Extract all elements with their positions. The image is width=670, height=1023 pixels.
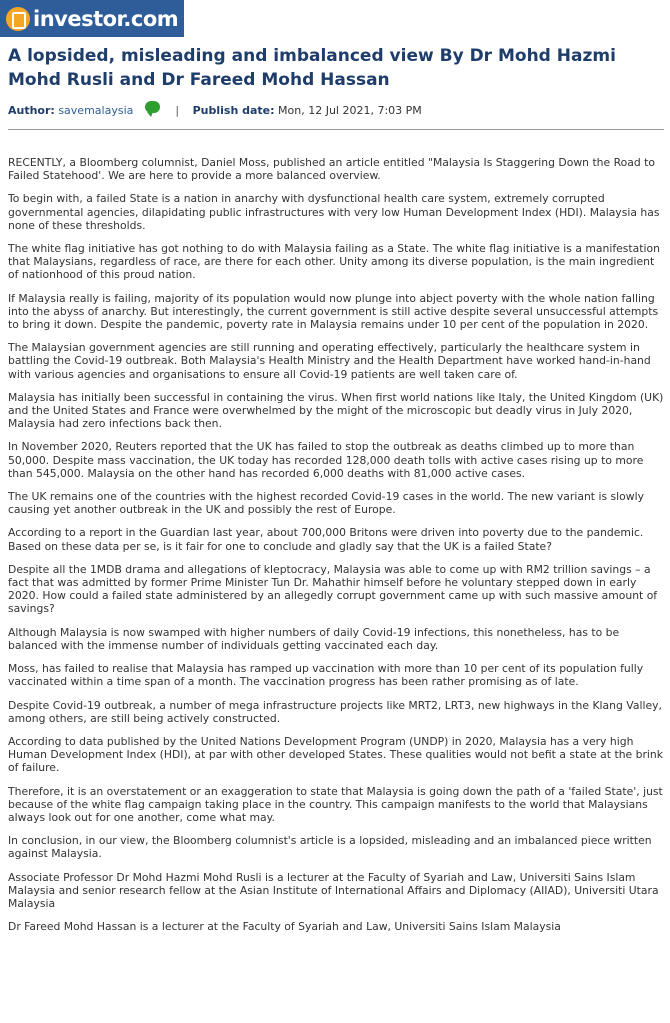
publish-date-label: Publish date:: [192, 104, 275, 117]
article-paragraph: Although Malaysia is now swamped with higher numbers of daily Covid-19 infections, this nonetheless, has to be balanced with the immense number of individuals getting vaccinated each day.: [8, 625, 620, 652]
article-title: A lopsided, misleading and imbalanced view By Dr Mohd Hazmi Mohd Rusli and Dr Fareed Mohd Hassan: [8, 46, 616, 90]
publish-date: Mon, 12 Jul 2021, 7:03 PM: [278, 104, 422, 117]
meta-separator: |: [175, 104, 180, 117]
header-divider: [8, 129, 664, 130]
article-paragraph: Malaysia has initially been successful in containing the virus. When first world nations like Italy, the United Kingdom (UK) and the United States and France were overwhelmed by the might of the microscopic but deadly virus in July 2020, Malaysia had zero infections back then.: [8, 390, 664, 431]
article-paragraph: According to a report in the Guardian last year, about 700,000 Britons were driven into poverty due to the pandemic. Based on these data per se, is it fair for one to conclude and gladly say that the UK is a failed State?: [8, 526, 644, 553]
article-paragraph: In November 2020, Reuters reported that the UK has failed to stop the outbreak as deaths climbed up to more than 50,000. Despite mass vaccination, the UK today has recorded 128,000 death tolls with active cases rising up to more than 545,000. Malaysia on the other hand has recorded 6,000 deaths with 81,000 active cases.: [8, 440, 644, 480]
i3investor-logo-icon: [6, 7, 30, 31]
article-paragraph: In conclusion, in our view, the Bloomberg columnist's article is a lopsided, misleading and an imbalanced piece written against Malaysia.: [8, 834, 652, 861]
article-body: [8, 156, 664, 943]
article-paragraph: If Malaysia really is failing, majority of its population would now plunge into abject poverty with the whole nation falling into the abyss of anarchy. But interestingly, the current government is still active despite several unsuccessful attempts to bring it down. Despite the pandemic, poverty rate in Malaysia remains under 10 per cent of the population in 2020.: [8, 291, 659, 332]
article-meta: [8, 101, 664, 117]
author-label: Author:: [8, 104, 55, 117]
logo-text: investor.com: [33, 6, 179, 31]
article-paragraph: The white flag initiative has got nothing to do with Malaysia failing as a State. The white flag initiative is a manifestation that Malaysians, regardless of race, are there for each other. Unity among its diverse population, is the main ingredient of nationhood of this proud nation.: [8, 242, 660, 282]
article-paragraph: The Malaysian government agencies are still running and operating effectively, particularly the healthcare system in battling the Covid-19 outbreak. Both Malaysia's Health Ministry and the Health Department have worked hand-in-hand with various agencies and organisations to ensure all Covid-19 patients are well taken care of.: [8, 341, 651, 381]
article-paragraph: RECENTLY, a Bloomberg columnist, Daniel Moss, published an article entitled "Malaysia Is Staggering Down the Road to Failed Statehood'. We are here to provide a more balanced overview.: [8, 156, 655, 183]
site-logo[interactable]: [0, 0, 184, 37]
chat-bubble-icon[interactable]: [145, 101, 160, 113]
article-paragraph: To begin with, a failed State is a nation in anarchy with dysfunctional health care system, extremely corrupted governmental agencies, dilapidating public infrastructures with very low Human Development Index (HDI). Malaysia has none of these thresholds.: [8, 192, 660, 232]
article-paragraph: Despite all the 1MDB drama and allegations of kleptocracy, Malaysia was able to come up with RM2 trillion savings – a fact that was admitted by former Prime Minister Tun Dr. Mahathir himself before he voluntary stepped down in early 2020. How could a failed state administered by an allegedly corrupt government came up with such massive amount of savings?: [8, 562, 658, 616]
article-paragraph: Dr Fareed Mohd Hassan is a lecturer at the Faculty of Syariah and Law, Universiti Sains Islam Malaysia: [8, 920, 561, 934]
article-paragraph: Therefore, it is an overstatement or an exaggeration to state that Malaysia is going down the path of a 'failed State', just because of the white flag campaign taking place in the country. This campaign manifests to the world that Malaysians always look out for one another, come what may.: [8, 784, 663, 824]
article-paragraph: Despite Covid-19 outbreak, a number of mega infrastructure projects like MRT2, LRT3, new highways in the Klang Valley, among others, are still being actively constructed.: [8, 698, 662, 725]
author-link[interactable]: savemalaysia: [58, 104, 134, 117]
article-paragraph: Moss, has failed to realise that Malaysia has ramped up vaccination with more than 10 per cent of its population fully vaccinated within a time span of a month. The vaccination progress has been rather promising as of late.: [8, 662, 644, 689]
article-paragraph: Associate Professor Dr Mohd Hazmi Mohd Rusli is a lecturer at the Faculty of Syariah and Law, Universiti Sains Islam Malaysia and senior research fellow at the Asian Institute of International Affairs and Diplomacy (AIIAD), Universiti Utara Malaysia: [8, 870, 659, 910]
article-paragraph: The UK remains one of the countries with the highest recorded Covid-19 cases in the world. The new variant is slowly causing yet another outbreak in the UK and possibly the rest of Europe.: [8, 490, 644, 517]
article-paragraph: According to data published by the United Nations Development Program (UNDP) in 2020, Malaysia has a very high Human Development Index (HDI), at par with other developed States. These qualities would not befit a state at the brink of failure.: [8, 734, 664, 775]
